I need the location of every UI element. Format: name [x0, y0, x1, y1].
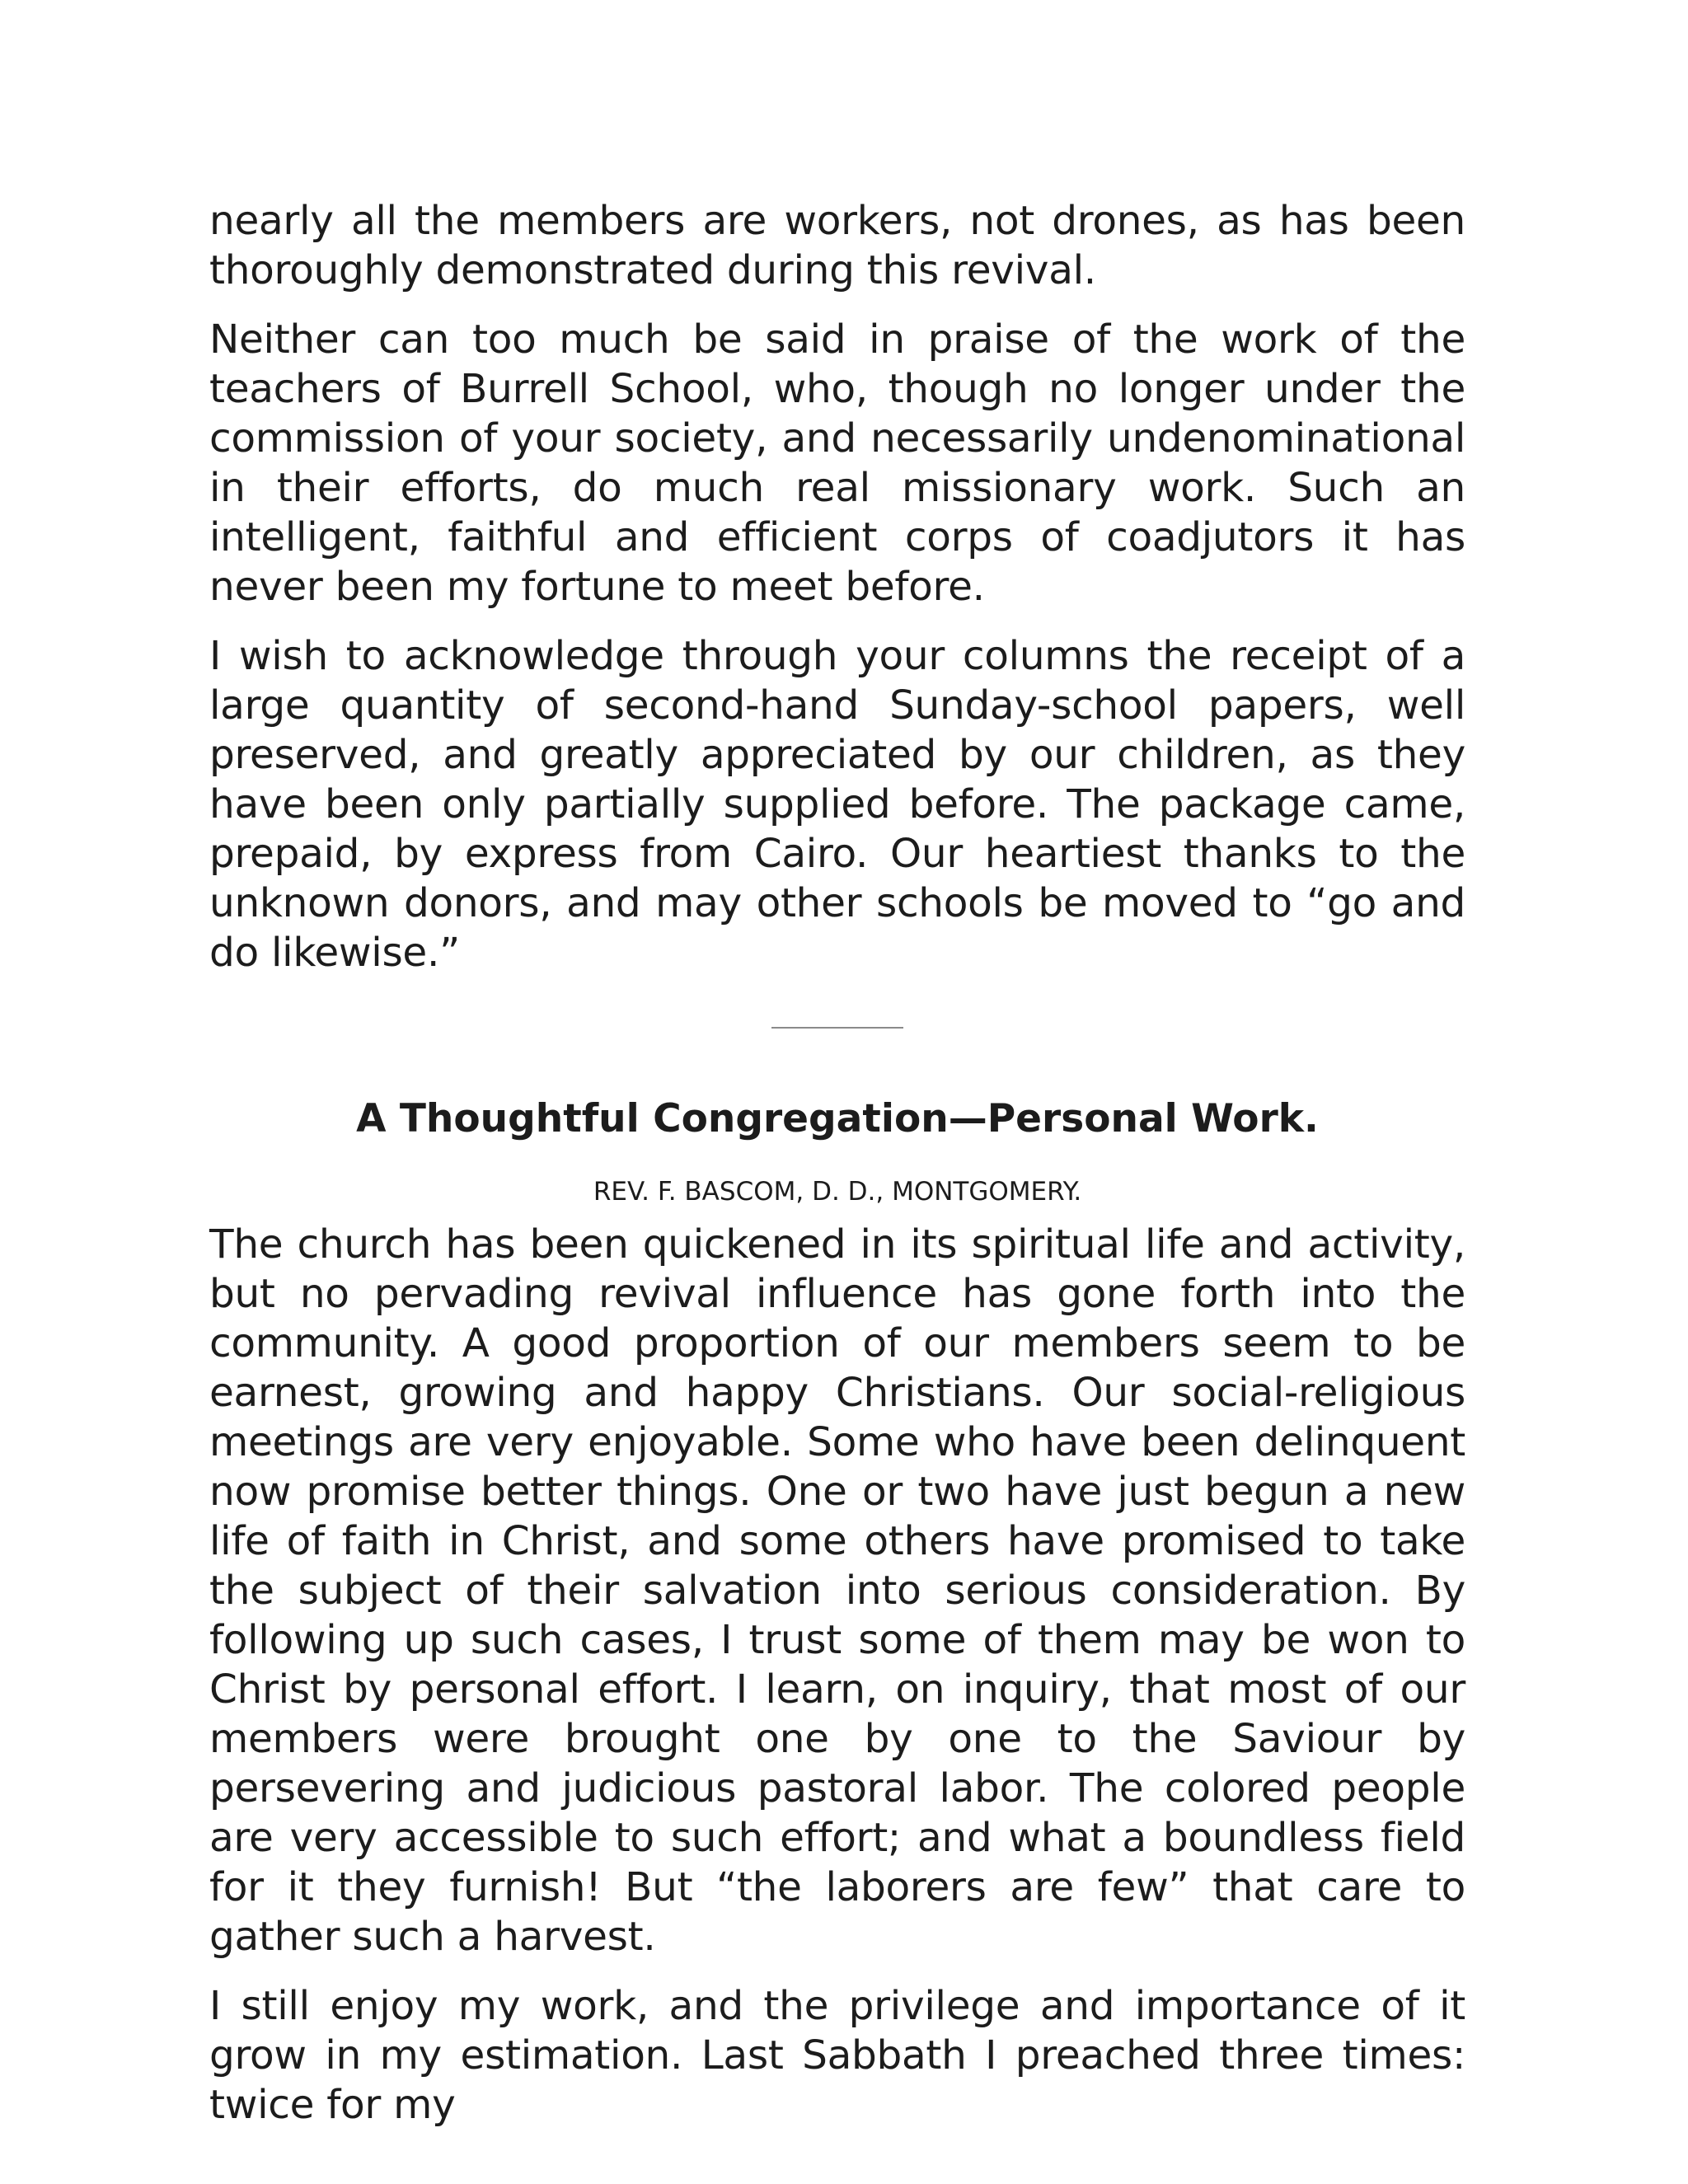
paragraph: Neither can too much be said in praise of the work of the teachers of Burrell School, who, though no longer under the commission of your society, and necessarily undenominational in their efforts, do much real missionary work. Such an intelligent, faithful and efficient corps of coadjutors it has never been my fortune to meet before.: [209, 316, 1465, 610]
paragraph: nearly all the members are workers, not drones, as has been thoroughly demonstrated during this revival.: [209, 198, 1465, 293]
paragraph: The church has been quickened in its spiritual life and activity, but no pervading revival influence has gone forth into the community. A good proportion of our members seem to be earnest, growing and happy Christians. Our social-religious meetings are very enjoyable. Some who have been delinquent now promise better things. One or two have just begun a new life of faith in Christ, and some others have promised to take the subject of their salvation into serious consideration. By following up such cases, I trust some of them may be won to Christ by personal effort. I learn, on inquiry, that most of our members were brought one by one to the Saviour by persevering and judicious pastoral labor. The colored people are very accessible to such effort; and what a boundless field for it they furnish! But “the laborers are few” that care to gather such a harvest.: [209, 1221, 1465, 1960]
paragraph: I wish to acknowledge through your columns the receipt of a large quantity of second-hand Sunday-school papers, well preserved, and greatly appreciated by our children, as they have been only partially supplied before. The package came, prepaid, by express from Cairo. Our heartiest thanks to the unknown donors, and may other schools be moved to “go and do likewise.”: [209, 633, 1465, 976]
article-heading: A Thoughtful Congregation—Personal Work.: [356, 1096, 1319, 1141]
paragraph: I still enjoy my work, and the privilege and importance of it grow in my estimation. Last Sabbath I preached three times: twice for my: [209, 1983, 1465, 2128]
section-divider: [771, 1027, 903, 1029]
document-page: [209, 196, 1465, 2130]
article-byline: REV. F. BASCOM, D. D., MONTGOMERY.: [593, 1177, 1082, 1207]
